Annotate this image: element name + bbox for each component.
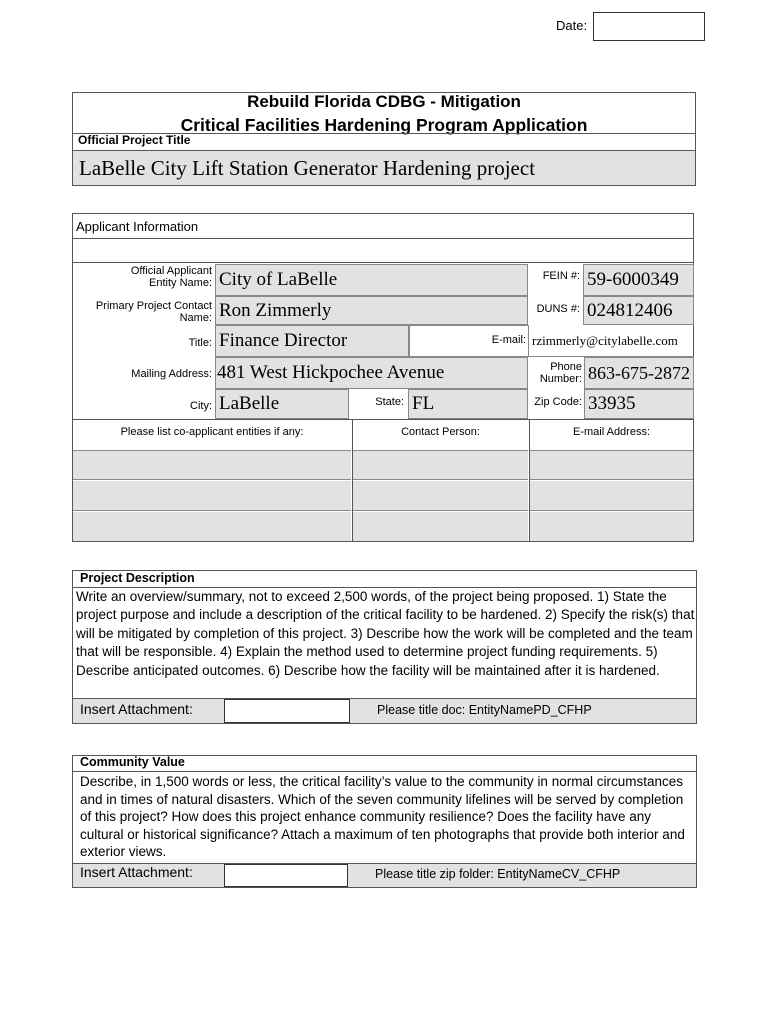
coapplicant-email-1[interactable]: [530, 450, 693, 480]
coapplicant-entity-3[interactable]: [73, 512, 351, 541]
community-value-text: Describe, in 1,500 words or less, the critical facility’s value to the community in normal circumstances and in times of natural disasters. Which of the seven community lifelines will be served by completion of this project? How does this project enhance community resilience? Does the facility have any cultural or historical significance? Attach a maximum of ten photographs that provide both interior and exterior views.: [80, 774, 685, 860]
coapplicant-entity-1[interactable]: [73, 450, 351, 480]
email-address-header: E-mail Address:: [572, 426, 651, 438]
date-label: Date:: [556, 18, 588, 33]
email-value: rzimmerly@citylabelle.com: [532, 332, 678, 348]
cv-attach-field[interactable]: [224, 864, 348, 887]
divider: [72, 238, 694, 239]
title-label: Title:: [188, 337, 212, 349]
title-value: Finance Director: [219, 330, 348, 351]
coapplicant-entity-2[interactable]: [73, 481, 351, 511]
mailing-address-value: 481 West Hickpochee Avenue: [217, 362, 445, 383]
entity-name-value: City of LaBelle: [219, 269, 338, 290]
email-field[interactable]: [529, 325, 694, 357]
pd-attach-field[interactable]: [224, 699, 350, 723]
divider: [72, 771, 697, 772]
fein-label: FEIN #:: [542, 270, 580, 282]
project-description-title: Project Description: [80, 571, 195, 585]
zip-value: 33935: [588, 393, 636, 414]
fein-field[interactable]: [583, 264, 694, 296]
city-value: LaBelle: [219, 393, 280, 414]
state-value: FL: [412, 393, 435, 414]
coapplicant-contact-1[interactable]: [353, 450, 528, 480]
city-label: City:: [190, 400, 212, 412]
fein-value: 59-6000349: [587, 269, 679, 290]
coapplicant-email-2[interactable]: [530, 481, 693, 511]
project-description-text: Write an overview/summary, not to exceed 2,500 words, of the project being proposed. 1) State the project purpose and include a description of the critical facility to be hardened. 2) Specify the risk(s) that will be mitigated by completion of this project. 3) Describe how the work will be completed and the team that will be responsible. 4) Explain the method used to determine project funding requirements. 5) Describe anticipated outcomes. 6) Describe how the facility will be maintained after it is hardened.: [76, 589, 695, 678]
city-field[interactable]: [215, 389, 349, 419]
entity-name-field[interactable]: [215, 264, 528, 296]
phone-value: 863-675-2872: [588, 362, 690, 383]
duns-label: DUNS #:: [536, 303, 580, 315]
state-field[interactable]: [408, 389, 528, 419]
project-title-field[interactable]: [72, 150, 696, 186]
cv-attach-label: Insert Attachment:: [80, 864, 193, 880]
coapplicant-email-3[interactable]: [530, 512, 693, 541]
program-subtitle: Critical Facilities Hardening Program Application: [180, 115, 588, 135]
pd-attach-note: Please title doc: EntityNamePD_CFHP: [377, 703, 592, 717]
program-title: Rebuild Florida CDBG - Mitigation: [247, 92, 521, 111]
duns-value: 024812406: [587, 299, 673, 321]
duns-field[interactable]: [583, 296, 694, 325]
contact-person-header: Contact Person:: [401, 426, 480, 438]
zip-field[interactable]: [584, 389, 694, 419]
contact-name-value: Ron Zimmerly: [219, 299, 332, 321]
phone-label: Phone Number:: [539, 361, 582, 385]
divider: [72, 419, 694, 420]
coapplicant-contact-3[interactable]: [353, 512, 528, 541]
phone-field[interactable]: [584, 357, 694, 389]
email-label: E-mail:: [491, 334, 526, 346]
date-field[interactable]: [593, 12, 705, 41]
title-field[interactable]: [215, 325, 409, 357]
state-label: State:: [375, 396, 404, 408]
official-title-label: Official Project Title: [78, 133, 191, 147]
pd-attach-label: Insert Attachment:: [80, 701, 193, 717]
contact-name-label: Primary Project Contact Name:: [95, 300, 212, 324]
contact-name-field[interactable]: [215, 296, 528, 325]
coapplicant-contact-2[interactable]: [353, 481, 528, 511]
cv-attach-note: Please title zip folder: EntityNameCV_CFHP: [375, 867, 621, 881]
applicant-section-title: Applicant Information: [76, 219, 199, 234]
community-value-title: Community Value: [80, 755, 185, 769]
mailing-address-label: Mailing Address:: [131, 368, 212, 380]
entity-name-label: Official Applicant Entity Name:: [130, 265, 212, 289]
project-title-value: LaBelle City Lift Station Generator Hardening project: [79, 155, 536, 180]
mailing-address-field[interactable]: [215, 357, 528, 389]
divider: [72, 262, 694, 263]
zip-label: Zip Code:: [534, 396, 582, 408]
coapplicant-header: Please list co-applicant entities if any:: [120, 426, 304, 438]
